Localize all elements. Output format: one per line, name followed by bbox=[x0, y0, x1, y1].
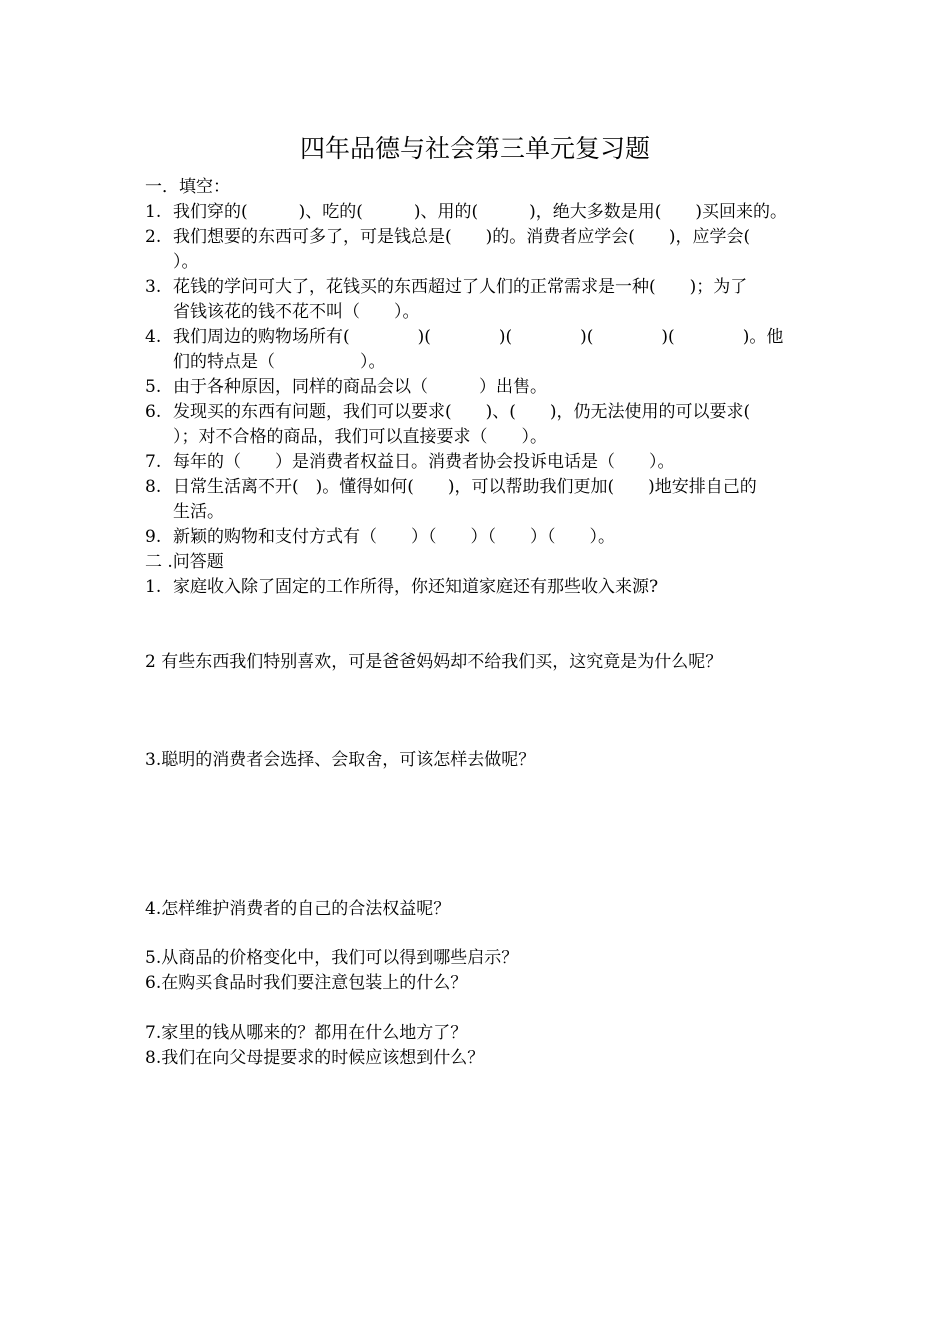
item-text-cont: 生活。 bbox=[173, 502, 224, 522]
item-number: 5. bbox=[145, 377, 162, 397]
question-item-2: 2 有些东西我们特别喜欢，可是爸爸妈妈却不给我们买，这究竟是为什么呢？ bbox=[145, 652, 723, 672]
item-text-cont: 们的特点是（ ）。 bbox=[173, 352, 386, 372]
item-number: 6. bbox=[145, 402, 162, 422]
item-text-cont: ）；对不合格的商品，我们可以直接要求（ ）。 bbox=[173, 427, 547, 447]
section2-heading: 二 .问答题 bbox=[145, 552, 224, 572]
item-text: 日常生活离不开( )。懂得如何( )，可以帮助我们更加( )地安排自己的 bbox=[173, 477, 757, 497]
item-text: 我们穿的( )、吃的( )、用的( )，绝大多数是用( )买回来的。 bbox=[173, 202, 788, 222]
section1-heading: 一．填空： bbox=[145, 177, 230, 197]
page-title: 四年品德与社会第三单元复习题 bbox=[299, 134, 650, 163]
item-number: 1. bbox=[145, 202, 162, 222]
item-number: 3. bbox=[145, 277, 162, 297]
item-number: 2. bbox=[145, 227, 162, 247]
item-text: 由于各种原因，同样的商品会以（ ）出售。 bbox=[173, 377, 547, 397]
item-text: 我们想要的东西可多了，可是钱总是( )的。消费者应学会( )，应学会( bbox=[173, 227, 751, 247]
item-text-cont: 省钱该花的钱不花不叫（ ）。 bbox=[173, 302, 420, 322]
question-text: 家庭收入除了固定的工作所得，你还知道家庭还有那些收入来源? bbox=[173, 577, 659, 597]
item-text-cont: ）。 bbox=[173, 252, 199, 272]
item-number: 7. bbox=[145, 452, 162, 472]
item-text: 我们周边的购物场所有( )( )( )( )( )。他 bbox=[173, 327, 784, 347]
question-item-7: 7.家里的钱从哪来的？都用在什么地方了？ bbox=[145, 1023, 468, 1043]
question-number: 1. bbox=[145, 577, 162, 597]
item-number: 8. bbox=[145, 477, 162, 497]
question-item-3: 3.聪明的消费者会选择、会取舍，可该怎样去做呢？ bbox=[145, 750, 536, 770]
question-item-6: 6.在购买食品时我们要注意包装上的什么？ bbox=[145, 973, 468, 993]
item-text: 新颖的购物和支付方式有（ ）（ ）（ ）（ ）。 bbox=[173, 527, 615, 547]
question-item-8: 8.我们在向父母提要求的时候应该想到什么？ bbox=[145, 1048, 485, 1068]
question-item-5: 5.从商品的价格变化中，我们可以得到哪些启示？ bbox=[145, 948, 519, 968]
question-item-4: 4.怎样维护消费者的自己的合法权益呢？ bbox=[145, 899, 451, 919]
item-number: 4. bbox=[145, 327, 162, 347]
item-number: 9. bbox=[145, 527, 162, 547]
item-text: 花钱的学问可大了，花钱买的东西超过了人们的正常需求是一种( )；为了 bbox=[173, 277, 748, 297]
item-text: 发现买的东西有问题，我们可以要求( )、( )，仍无法使用的可以要求( bbox=[173, 402, 751, 422]
item-text: 每年的（ ）是消费者权益日。消费者协会投诉电话是（ ）。 bbox=[173, 452, 675, 472]
